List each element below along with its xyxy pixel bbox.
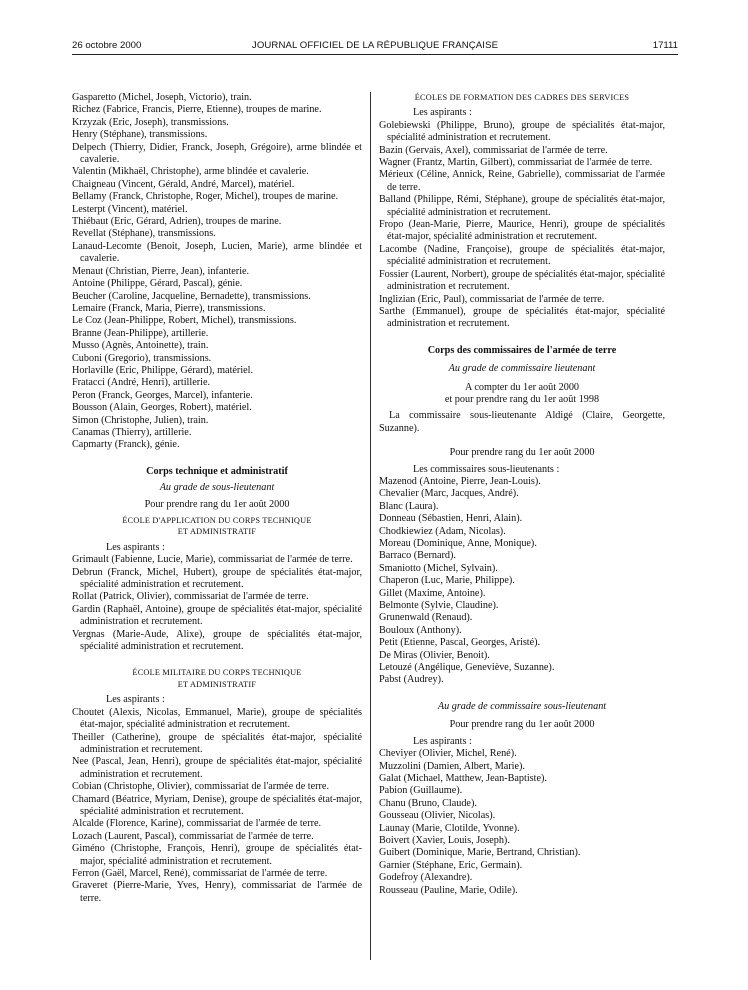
list-item: Henry (Stéphane), transmissions. <box>72 129 208 141</box>
right-date-line-1: A compter du 1er août 2000 <box>464 381 580 393</box>
column-divider <box>370 92 371 960</box>
list-item: Cobian (Christophe, Olivier), commissariat de l'armée de terre. <box>72 781 330 793</box>
list-item: Alcalde (Florence, Karine), commissariat de l'armée de terre. <box>72 818 322 830</box>
list-item: Cheviyer (Olivier, Michel, René). <box>379 748 517 760</box>
list-item: Mérieux (Céline, Annick, Reine, Gabrielle), commissariat de l'armée de terre. <box>379 169 665 193</box>
list-item: Debrun (Franck, Michel, Hubert), groupe de spécialités état-major, spécialité administration et recrutement. <box>72 566 362 591</box>
list-item: Moreau (Dominique, Anne, Monique). <box>379 538 537 549</box>
list-item: Gasparetto (Michel, Joseph, Victorio), train. <box>72 92 252 103</box>
list-item: Garnier (Stéphane, Eric, Germain). <box>379 859 523 871</box>
list-item: Belmonte (Sylvie, Claudine). <box>379 600 499 612</box>
list-item: Beucher (Caroline, Jacqueline, Bernadette), transmissions. <box>72 290 311 302</box>
left-school-2-line-1: ÉCOLE MILITAIRE DU CORPS TECHNIQUE <box>132 668 302 678</box>
left-column <box>72 92 362 905</box>
list-item: Horlaville (Eric, Philippe, Gérard), matériel. <box>72 364 254 376</box>
list-item: Boivert (Xavier, Louis, Joseph). <box>379 834 510 846</box>
list-item: Lanaud-Lecomte (Benoit, Joseph, Lucien, Marie), arme blindée et cavalerie. <box>72 240 362 265</box>
list-item: Lacombe (Nadine, Françoise), groupe de spécialités état-major, spécialité administration et recrutement. <box>379 243 665 268</box>
right-column <box>379 92 665 897</box>
left-school-1-line-1: ÉCOLE D'APPLICATION DU CORPS TECHNIQUE <box>122 516 312 525</box>
list-item: Nee (Pascal, Jean, Henri), groupe de spécialités état-major, spécialité administration et recrutement. <box>72 756 362 780</box>
left-list-3 <box>72 707 362 906</box>
right-section-title: Corps des commissaires de l'armée de terre <box>427 344 617 356</box>
list-item: Barraco (Bernard). <box>379 550 456 562</box>
left-aspirants-label-2: Les aspirants : <box>106 694 165 706</box>
right-commissaires-label: Les commissaires sous-lieutenants : <box>413 463 560 475</box>
list-item: Gardin (Raphaël, Antoine), groupe de spécialités état-major, spécialité administration et recrutement. <box>72 603 362 628</box>
left-list-1 <box>72 92 362 452</box>
right-list-1 <box>379 120 665 331</box>
list-item: Grunenwald (Renaud). <box>379 612 473 624</box>
list-item: Guibert (Dominique, Marie, Bertrand, Christian). <box>379 847 581 859</box>
header-date: 26 octobre 2000 <box>72 40 142 51</box>
list-item: Fratacci (André, Henri), artillerie. <box>72 377 211 389</box>
right-paragraph: La commissaire sous-lieutenante Aldigé (Claire, Georgette, Suzanne). <box>379 410 665 434</box>
list-item: Godefroy (Alexandre). <box>379 872 473 884</box>
list-item: Chaigneau (Vincent, Gérald, André, Marcel), matériel. <box>72 178 295 190</box>
list-item: Smaniotto (Michel, Sylvain). <box>379 562 498 574</box>
right-date-line-2: et pour prendre rang du 1er août 1998 <box>444 393 600 405</box>
list-item: Giméno (Christophe, François, Henri), groupe de spécialités état-major, spécialité administration et recrutement. <box>72 843 362 867</box>
list-item: Peron (Franck, Georges, Marcel), infanterie. <box>72 389 253 401</box>
list-item: Pabion (Guillaume). <box>379 785 463 797</box>
list-item: Pabst (Audrey). <box>379 674 444 686</box>
left-school-1-line-2: ET ADMINISTRATIF <box>177 527 257 537</box>
list-item: Galat (Michael, Matthew, Jean-Baptiste). <box>379 772 547 784</box>
right-aspirants-label-1: Les aspirants : <box>413 107 472 119</box>
list-item: Blanc (Laura). <box>379 500 439 512</box>
list-item: Wagner (Frantz, Martin, Gilbert), commissariat de l'armée de terre. <box>379 157 653 169</box>
list-item: Simon (Christophe, Julien), train. <box>72 414 209 426</box>
right-list-3 <box>379 748 665 897</box>
list-item: Krzyzak (Eric, Joseph), transmissions. <box>72 116 229 128</box>
left-section-title: Corps technique et administratif <box>146 465 288 477</box>
page-header <box>72 40 678 55</box>
left-rank-date: Pour prendre rang du 1er août 2000 <box>144 498 290 510</box>
list-item: Chevalier (Marc, Jacques, André). <box>379 488 519 500</box>
left-aspirants-label-1: Les aspirants : <box>106 541 165 553</box>
list-item: Inglizian (Eric, Paul), commissariat de l'armée de terre. <box>379 293 605 305</box>
list-item: Lozach (Laurent, Pascal), commissariat de l'armée de terre. <box>72 830 314 842</box>
list-item: Le Coz (Jean-Philippe, Robert, Michel), transmissions. <box>72 315 297 327</box>
header-title: JOURNAL OFFICIEL DE LA RÉPUBLIQUE FRANÇAISE <box>251 40 499 51</box>
list-item: Rousseau (Pauline, Marie, Odile). <box>379 884 518 896</box>
list-item: Menaut (Christian, Pierre, Jean), infanterie. <box>72 265 250 277</box>
list-item: Capmarty (Franck), génie. <box>72 439 180 451</box>
list-item: Delpech (Thierry, Didier, Franck, Joseph, Grégoire), arme blindée et cavalerie. <box>72 141 362 166</box>
list-item: Musso (Agnès, Antoinette), train. <box>72 340 209 352</box>
list-item: Launay (Marie, Clotilde, Yvonne). <box>379 822 520 834</box>
list-item: Canamas (Thierry), artillerie. <box>72 426 192 438</box>
list-item: Branne (Jean-Philippe), artillerie. <box>72 327 209 339</box>
list-item: Fropo (Jean-Marie, Pierre, Maurice, Henri), groupe de spécialités état-major, spécialité administration et recrutement. <box>379 219 665 243</box>
list-item: Thiébaut (Eric, Gérard, Adrien), troupes de marine. <box>72 216 282 228</box>
right-school-title: ÉCOLES DE FORMATION DES CADRES DES SERVICES <box>414 93 630 102</box>
list-item: Chamard (Béatrice, Myriam, Denise), groupe de spécialités état-major, spécialité administration et recrutement. <box>72 793 362 817</box>
list-item: Fossier (Laurent, Norbert), groupe de spécialités état-major, spécialité administration et recrutement. <box>379 268 665 293</box>
list-item: Revellat (Stéphane), transmissions. <box>72 228 216 240</box>
list-item: Cuboni (Gregorio), transmissions. <box>72 352 212 364</box>
right-rank-date-1: Pour prendre rang du 1er août 2000 <box>449 447 595 459</box>
list-item: Letouzé (Angélique, Geneviève, Suzanne). <box>379 662 555 674</box>
list-item: Petit (Etienne, Pascal, Georges, Aristé). <box>379 637 541 649</box>
list-item: Antoine (Philippe, Gérard, Pascal), génie. <box>72 278 243 290</box>
list-item: Grimault (Fabienne, Lucie, Marie), commissariat de l'armée de terre. <box>72 554 353 566</box>
list-item: Ferron (Gaël, Marcel, René), commissariat de l'armée de terre. <box>72 867 328 879</box>
left-grade: Au grade de sous-lieutenant <box>159 482 275 494</box>
left-list-2 <box>72 554 362 653</box>
list-item: Lesterpt (Vincent), matériel. <box>72 203 188 215</box>
list-item: Mazenod (Antoine, Pierre, Jean-Louis). <box>379 475 541 487</box>
list-item: Sarthe (Emmanuel), groupe de spécialités état-major, spécialité administration et recrutement. <box>379 305 665 330</box>
list-item: Richez (Fabrice, Francis, Pierre, Etienne), troupes de marine. <box>72 104 322 116</box>
header-page-number: 17111 <box>652 40 678 51</box>
list-item: Bazin (Gervais, Axel), commissariat de l'armée de terre. <box>379 144 608 156</box>
list-item: Graveret (Pierre-Marie, Yves, Henry), commissariat de l'armée de terre. <box>72 880 362 904</box>
list-item: Bellamy (Franck, Christophe, Roger, Michel), troupes de marine. <box>72 191 339 203</box>
right-aspirants-label-2: Les aspirants : <box>413 735 472 747</box>
list-item: Rollat (Patrick, Olivier), commissariat de l'armée de terre. <box>72 591 309 603</box>
list-item: Donneau (Sébastien, Henri, Alain). <box>379 513 523 525</box>
right-rank-date-2: Pour prendre rang du 1er août 2000 <box>449 719 595 731</box>
list-item: Golebiewski (Philippe, Bruno), groupe de spécialités état-major, spécialité administration et recrutement. <box>379 119 665 144</box>
list-item: Bouloux (Anthony). <box>379 624 462 636</box>
right-list-2 <box>379 476 665 687</box>
list-item: Bousson (Alain, Georges, Robert), matériel. <box>72 402 252 414</box>
list-item: Chodkiewiez (Adam, Nicolas). <box>379 525 506 537</box>
list-item: Balland (Philippe, Rémi, Stéphane), groupe de spécialités état-major, spécialité administration et recrutement. <box>379 194 665 218</box>
list-item: Gousseau (Olivier, Nicolas). <box>379 810 496 822</box>
list-item: Lemaire (Franck, Maria, Pierre), transmissions. <box>72 302 266 314</box>
right-grade-2: Au grade de commissaire sous-lieutenant <box>437 700 607 712</box>
list-item: Theiller (Catherine), groupe de spécialités état-major, spécialité administration et recrutement. <box>72 731 362 755</box>
list-item: Muzzolini (Damien, Albert, Marie). <box>379 760 525 772</box>
list-item: Valentin (Mikhaël, Christophe), arme blindée et cavalerie. <box>72 166 309 178</box>
list-item: Chaperon (Luc, Marie, Philippe). <box>379 575 515 587</box>
list-item: Choutet (Alexis, Nicolas, Emmanuel, Marie), groupe de spécialités état-major, spécialité administration et recrutement. <box>72 706 362 731</box>
right-grade-1: Au grade de commissaire lieutenant <box>448 363 596 375</box>
list-item: Vergnas (Marie-Aude, Alixe), groupe de spécialités état-major, spécialité administration et recrutement. <box>72 628 362 653</box>
list-item: De Miras (Olivier, Benoit). <box>379 649 490 661</box>
list-item: Chanu (Bruno, Claude). <box>379 797 477 809</box>
list-item: Gillet (Maxime, Antoine). <box>379 587 486 599</box>
left-school-2-line-2: ET ADMINISTRATIF <box>177 679 257 689</box>
